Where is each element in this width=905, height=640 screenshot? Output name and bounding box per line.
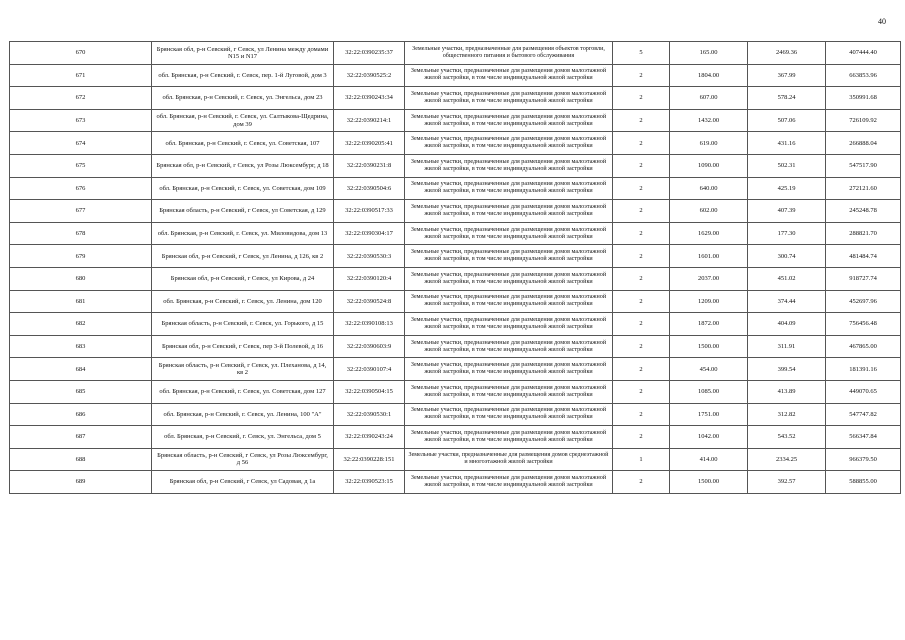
table-row [10,358,901,381]
cadastral-number-cell: 32:22:0390530:1 [334,403,405,426]
land-use-cell: Земельные участки, предназначенные для размещения домов малоэтажной жилой застройки, в том числе индивидуальной жилой застройки [405,267,613,290]
cadastral-value-cell: 547747.82 [826,403,901,426]
row-number-cell: 683 [10,335,152,358]
cadastral-value-cell: 452697.96 [826,290,901,313]
table-body [10,42,901,494]
area-cell: 1090.00 [670,154,748,177]
cadastral-number-cell: 32:22:0390243:34 [334,87,405,110]
area-cell: 454.00 [670,358,748,381]
cadastral-value-cell: 966379.50 [826,448,901,471]
land-use-cell: Земельные участки, предназначенные для размещения домов малоэтажной жилой застройки, в том числе индивидуальной жилой застройки [405,426,613,449]
area-cell: 414.00 [670,448,748,471]
group-cell: 2 [613,290,670,313]
address-cell: обл. Брянская, р-н Севский, г. Севск, ул. Энгельса, дом 23 [152,87,334,110]
unit-value-cell: 392.57 [748,471,826,494]
address-cell: Брянская обл, р-н Севский, г Севск, ул Ленина между домами N15 и N17 [152,42,334,65]
unit-value-cell: 399.54 [748,358,826,381]
land-use-cell: Земельные участки, предназначенные для размещения домов малоэтажной жилой застройки, в том числе индивидуальной жилой застройки [405,154,613,177]
cadastral-number-cell: 32:22:0390525:2 [334,64,405,87]
cadastral-number-cell: 32:22:0390120:4 [334,267,405,290]
area-cell: 619.00 [670,132,748,155]
area-cell: 1500.00 [670,335,748,358]
table-row [10,245,901,268]
address-cell: обл. Брянская, р-н Севский, г. Севск, ул. Советская, дом 127 [152,380,334,403]
address-cell: обл. Брянская, р-н Севский, г. Севск, ул. Ленина, 100 "А" [152,403,334,426]
area-cell: 1629.00 [670,222,748,245]
cadastral-value-cell: 288821.70 [826,222,901,245]
row-number-cell: 671 [10,64,152,87]
row-number-cell: 673 [10,109,152,132]
row-number-cell: 674 [10,132,152,155]
row-number-cell: 689 [10,471,152,494]
cadastral-value-cell: 181391.16 [826,358,901,381]
cadastral-value-cell: 588855.00 [826,471,901,494]
land-use-cell: Земельные участки, предназначенные для размещения домов малоэтажной жилой застройки, в том числе индивидуальной жилой застройки [405,313,613,336]
row-number-cell: 678 [10,222,152,245]
address-cell: Брянская обл, р-н Севский, г Севск, ул Кирова, д 24 [152,267,334,290]
unit-value-cell: 407.39 [748,200,826,223]
land-use-cell: Земельные участки, предназначенные для размещения домов малоэтажной жилой застройки, в том числе индивидуальной жилой застройки [405,403,613,426]
land-use-cell: Земельные участки, предназначенные для размещения домов малоэтажной жилой застройки, в том числе индивидуальной жилой застройки [405,132,613,155]
group-cell: 2 [613,335,670,358]
address-cell: обл. Брянская, р-н Севский, г. Севск, ул. Советская, 107 [152,132,334,155]
group-cell: 2 [613,109,670,132]
area-cell: 1042.00 [670,426,748,449]
page-number: 40 [878,17,886,26]
address-cell: обл. Брянская, р-н Севский, г. Севск, ул. Энгельса, дом 5 [152,426,334,449]
group-cell: 2 [613,64,670,87]
unit-value-cell: 451.02 [748,267,826,290]
cadastral-value-cell: 407444.40 [826,42,901,65]
area-cell: 165.00 [670,42,748,65]
unit-value-cell: 431.16 [748,132,826,155]
address-cell: обл. Брянская, р-н Севский, г. Севск, ул. Ленина, дом 120 [152,290,334,313]
unit-value-cell: 578.24 [748,87,826,110]
cadastral-number-cell: 32:22:0390228:151 [334,448,405,471]
table-row [10,380,901,403]
cadastral-number-cell: 32:22:0390523:15 [334,471,405,494]
table-row [10,200,901,223]
group-cell: 2 [613,426,670,449]
cadastral-value-cell: 449070.65 [826,380,901,403]
table-row [10,448,901,471]
land-use-cell: Земельные участки, предназначенные для размещения домов малоэтажной жилой застройки, в том числе индивидуальной жилой застройки [405,222,613,245]
group-cell: 1 [613,448,670,471]
row-number-cell: 672 [10,87,152,110]
cadastral-number-cell: 32:22:0390504:15 [334,380,405,403]
land-use-cell: Земельные участки, предназначенные для размещения домов малоэтажной жилой застройки, в том числе индивидуальной жилой застройки [405,290,613,313]
area-cell: 1872.00 [670,313,748,336]
table-row [10,403,901,426]
cadastral-number-cell: 32:22:0390603:9 [334,335,405,358]
unit-value-cell: 2469.36 [748,42,826,65]
table-row [10,154,901,177]
cadastral-number-cell: 32:22:0390205:41 [334,132,405,155]
table-row [10,335,901,358]
address-cell: обл. Брянская, р-н Севский, г. Севск, ул. Советская, дом 109 [152,177,334,200]
land-use-cell: Земельные участки, предназначенные для размещения домов малоэтажной жилой застройки, в том числе индивидуальной жилой застройки [405,471,613,494]
row-number-cell: 675 [10,154,152,177]
address-cell: Брянская область, р-н Севский, г Севск, ул Розы Люксембург, д 56 [152,448,334,471]
group-cell: 2 [613,200,670,223]
table-row [10,64,901,87]
group-cell: 2 [613,471,670,494]
address-cell: Брянская обл, р-н Севский, г Севск, пер 3-й Полевой, д 16 [152,335,334,358]
unit-value-cell: 367.99 [748,64,826,87]
land-use-cell: Земельные участки, предназначенные для размещения домов малоэтажной жилой застройки, в том числе индивидуальной жилой застройки [405,87,613,110]
group-cell: 2 [613,87,670,110]
unit-value-cell: 502.31 [748,154,826,177]
cadastral-value-cell: 272121.60 [826,177,901,200]
unit-value-cell: 413.89 [748,380,826,403]
unit-value-cell: 543.52 [748,426,826,449]
group-cell: 2 [613,313,670,336]
area-cell: 1209.00 [670,290,748,313]
cadastral-value-cell: 350991.68 [826,87,901,110]
land-use-cell: Земельные участки, предназначенные для размещения домов малоэтажной жилой застройки, в том числе индивидуальной жилой застройки [405,335,613,358]
row-number-cell: 680 [10,267,152,290]
row-number-cell: 670 [10,42,152,65]
group-cell: 2 [613,267,670,290]
unit-value-cell: 300.74 [748,245,826,268]
group-cell: 2 [613,177,670,200]
row-number-cell: 676 [10,177,152,200]
table-row [10,426,901,449]
row-number-cell: 677 [10,200,152,223]
area-cell: 1432.00 [670,109,748,132]
land-use-cell: Земельные участки, предназначенные для размещения домов малоэтажной жилой застройки, в том числе индивидуальной жилой застройки [405,177,613,200]
group-cell: 2 [613,154,670,177]
table-row [10,267,901,290]
cadastral-number-cell: 32:22:0390243:24 [334,426,405,449]
address-cell: Брянская обл, р-н Севский, г Севск, ул Ленина, д 126, кв 2 [152,245,334,268]
table-row [10,471,901,494]
table-row [10,132,901,155]
cadastral-number-cell: 32:22:0390235:37 [334,42,405,65]
cadastral-number-cell: 32:22:0390524:8 [334,290,405,313]
cadastral-value-cell: 481484.74 [826,245,901,268]
address-cell: обл. Брянская, р-н Севский, г. Севск, ул. Миловидова, дом 13 [152,222,334,245]
area-cell: 1601.00 [670,245,748,268]
row-number-cell: 681 [10,290,152,313]
cadastral-value-cell: 663853.96 [826,64,901,87]
address-cell: Брянская область, р-н Севский, г Севск, ул. Плеханова, д 14, кв 2 [152,358,334,381]
unit-value-cell: 404.09 [748,313,826,336]
cadastral-value-cell: 756456.48 [826,313,901,336]
address-cell: обл. Брянская, р-н Севский, г. Севск, пер. 1-й Луговой, дом 3 [152,64,334,87]
land-use-cell: Земельные участки, предназначенные для размещения домов малоэтажной жилой застройки, в том числе индивидуальной жилой застройки [405,64,613,87]
land-use-cell: Земельные участки, предназначенные для размещения домов малоэтажной жилой застройки, в том числе индивидуальной жилой застройки [405,109,613,132]
address-cell: обл. Брянская, р-н Севский, г. Севск, ул. Салтыкова-Щедрина, дом 39 [152,109,334,132]
table-row [10,42,901,65]
area-cell: 1085.00 [670,380,748,403]
group-cell: 2 [613,380,670,403]
table-row [10,290,901,313]
unit-value-cell: 177.30 [748,222,826,245]
row-number-cell: 686 [10,403,152,426]
table-row [10,313,901,336]
cadastral-number-cell: 32:22:0390231:8 [334,154,405,177]
land-use-cell: Земельные участки, предназначенные для размещения домов малоэтажной жилой застройки, в том числе индивидуальной жилой застройки [405,245,613,268]
group-cell: 2 [613,403,670,426]
cadastral-number-cell: 32:22:0390214:1 [334,109,405,132]
area-cell: 640.00 [670,177,748,200]
row-number-cell: 688 [10,448,152,471]
group-cell: 2 [613,132,670,155]
group-cell: 2 [613,245,670,268]
cadastral-number-cell: 32:22:0390530:3 [334,245,405,268]
unit-value-cell: 374.44 [748,290,826,313]
unit-value-cell: 2334.25 [748,448,826,471]
cadastral-value-cell: 467865.00 [826,335,901,358]
land-use-cell: Земельные участки, предназначенные для размещения объектов торговли, общественного питания и бытового обслуживания [405,42,613,65]
cadastral-number-cell: 32:22:0390517:33 [334,200,405,223]
land-use-cell: Земельные участки, предназначенные для размещения домов среднеэтажной и многоэтажной жилой застройки [405,448,613,471]
land-use-cell: Земельные участки, предназначенные для размещения домов малоэтажной жилой застройки, в том числе индивидуальной жилой застройки [405,380,613,403]
row-number-cell: 685 [10,380,152,403]
table-row [10,87,901,110]
land-use-cell: Земельные участки, предназначенные для размещения домов малоэтажной жилой застройки, в том числе индивидуальной жилой застройки [405,358,613,381]
group-cell: 2 [613,222,670,245]
area-cell: 1804.00 [670,64,748,87]
row-number-cell: 682 [10,313,152,336]
cadastral-value-cell: 547517.90 [826,154,901,177]
cadastral-number-cell: 32:22:0390504:6 [334,177,405,200]
table-row [10,177,901,200]
cadastral-number-cell: 32:22:0390107:4 [334,358,405,381]
area-cell: 607.00 [670,87,748,110]
group-cell: 5 [613,42,670,65]
table-row [10,109,901,132]
area-cell: 2037.00 [670,267,748,290]
unit-value-cell: 425.19 [748,177,826,200]
cadastral-value-cell: 918727.74 [826,267,901,290]
cadastral-number-cell: 32:22:0390304:17 [334,222,405,245]
area-cell: 1751.00 [670,403,748,426]
row-number-cell: 687 [10,426,152,449]
address-cell: Брянская обл, р-н Севский, г Севск, ул Садовая, д 1а [152,471,334,494]
area-cell: 602.00 [670,200,748,223]
group-cell: 2 [613,358,670,381]
cadastral-number-cell: 32:22:0390108:13 [334,313,405,336]
address-cell: Брянская обл, р-н Севский, г Севск, ул Розы Люксембург, д 18 [152,154,334,177]
cadastral-value-cell: 726109.92 [826,109,901,132]
area-cell: 1500.00 [670,471,748,494]
table-row [10,222,901,245]
address-cell: Брянская область, р-н Севский, г Севск, ул Советская, д 129 [152,200,334,223]
row-number-cell: 684 [10,358,152,381]
address-cell: Брянская область, р-н Севский, г. Севск, ул. Горького, д 15 [152,313,334,336]
unit-value-cell: 312.82 [748,403,826,426]
cadastral-value-table [9,41,901,494]
cadastral-value-cell: 245248.78 [826,200,901,223]
unit-value-cell: 507.06 [748,109,826,132]
cadastral-value-cell: 266888.04 [826,132,901,155]
cadastral-value-cell: 566347.84 [826,426,901,449]
land-use-cell: Земельные участки, предназначенные для размещения домов малоэтажной жилой застройки, в том числе индивидуальной жилой застройки [405,200,613,223]
row-number-cell: 679 [10,245,152,268]
unit-value-cell: 311.91 [748,335,826,358]
